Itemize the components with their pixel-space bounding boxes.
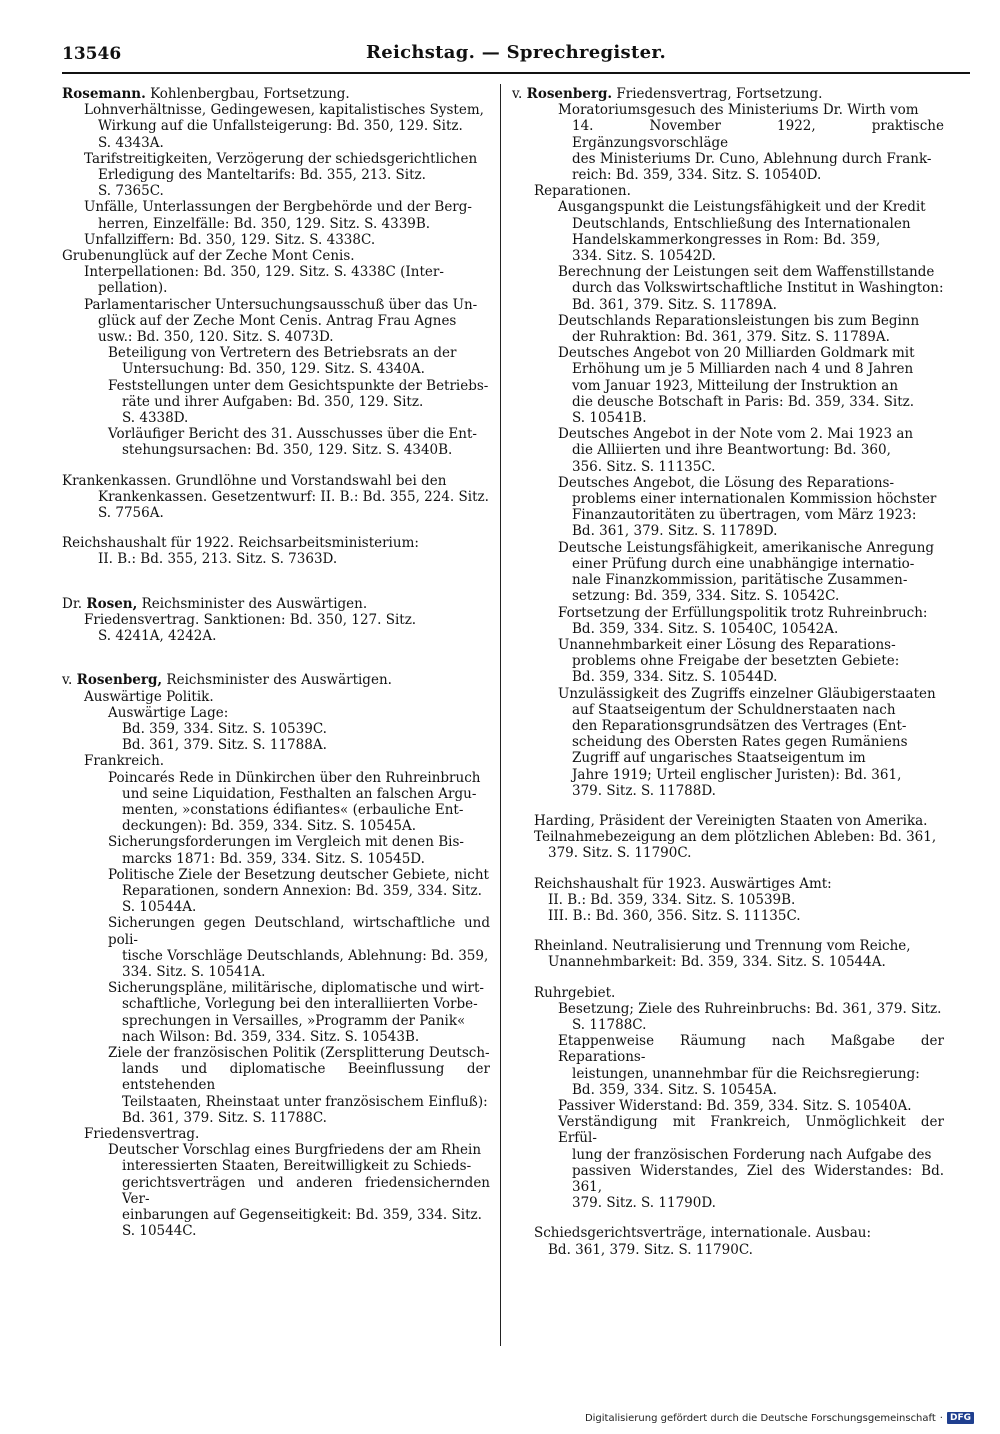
entry-lines: [62, 689, 490, 1240]
text-line: Unfallziffern: Bd. 350, 129. Sitz. S. 4338C.: [84, 231, 376, 248]
text-line: usw.: Bd. 350, 120. Sitz. S. 4073D.: [98, 329, 334, 346]
text-line: 14. November 1922, praktische Ergänzungsvorschläge: [572, 118, 944, 151]
text-line: setzung: Bd. 359, 334. Sitz. S. 10542C.: [572, 588, 840, 605]
text-line: Sicherungen gegen Deutschland, wirtschaftliche und poli-: [108, 915, 490, 948]
text-line: Krankenkassen. Grundlöhne und Vorstandswahl bei den: [62, 472, 447, 489]
entry-heading: [62, 672, 490, 688]
text-line: auf Staatseigentum der Schuldnerstaaten nach: [572, 701, 896, 718]
text-line: Verständigung mit Frankreich, Unmöglichkeit der Erfül-: [558, 1114, 944, 1147]
text-line: S. 7756A.: [98, 505, 164, 522]
text-line: Bd. 361, 379. Sitz. S. 11789D.: [572, 523, 778, 540]
text-line: S. 10544C.: [122, 1223, 197, 1240]
footer: Digitalisierung gefördert durch die Deutsche Forschungsgemeinschaft · DFG: [585, 1412, 974, 1424]
text-line: nale Finanzkommission, paritätische Zusammen-: [572, 572, 908, 589]
text-line: Deutsches Angebot in der Note vom 2. Mai 1923 an: [558, 426, 914, 443]
text-line: Teilstaaten, Rheinstaat unter französischem Einfluß):: [122, 1093, 488, 1110]
text-line: Bd. 361, 379. Sitz. S. 11789A.: [572, 296, 777, 313]
text-line: Bd. 361, 379. Sitz. S. 11788C.: [122, 1109, 327, 1126]
text-line: 334. Sitz. S. 10542D.: [572, 248, 716, 265]
text-line: Wirkung auf die Unfallsteigerung: Bd. 350, 129. Sitz.: [98, 118, 463, 135]
text-line: Bd. 361, 379. Sitz. S. 11790C.: [548, 1241, 753, 1258]
heading-topic: Reichsminister des Auswärtigen.: [137, 595, 368, 612]
text-line: leistungen, unannehmbar für die Reichsregierung:: [572, 1065, 920, 1082]
text-line: vom Januar 1923, Mitteilung der Instruktion an: [572, 377, 899, 394]
text-line: herren, Einzelfälle: Bd. 350, 129. Sitz. S. 4339B.: [98, 215, 431, 232]
text-line: durch das Volkswirtschaftliche Institut in Washington:: [572, 280, 944, 297]
text-line: Beteiligung von Vertretern des Betriebsrats an der: [108, 345, 457, 362]
page-number: 13546: [62, 44, 122, 64]
text-line: Ruhrgebiet.: [534, 984, 616, 1001]
text-line: Friedensvertrag. Sanktionen: Bd. 350, 127. Sitz.: [84, 611, 417, 628]
text-line: Vorläufiger Bericht des 31. Ausschusses über die Ent-: [108, 426, 477, 443]
text-line: Zugriff auf ungarisches Staatseigentum im: [572, 750, 866, 767]
text-line: reich: Bd. 359, 334. Sitz. S. 10540D.: [572, 167, 822, 184]
text-line: Erhöhung um je 5 Milliarden nach 4 und 8 Jahren: [572, 361, 914, 378]
entry-rheinland: [512, 938, 944, 970]
text-line: Sicherungspläne, militärische, diplomatische und wirt-: [108, 980, 484, 997]
text-line: Untersuchung: Bd. 350, 129. Sitz. S. 4340A.: [122, 361, 425, 378]
text-line: Reichshaushalt für 1922. Reichsarbeitsministerium:: [62, 535, 419, 552]
text-line: Bd. 361, 379. Sitz. S. 11788A.: [122, 737, 327, 754]
text-line: III. B.: Bd. 360, 356. Sitz. S. 11135C.: [548, 907, 801, 924]
entry-krankenkassen: [62, 473, 490, 522]
text-line: II. B.: Bd. 355, 213. Sitz. S. 7363D.: [98, 551, 338, 568]
text-line: S. 10544A.: [122, 899, 197, 916]
text-line: Deutscher Vorschlag eines Burgfriedens der am Rhein: [108, 1142, 482, 1159]
text-line: Bd. 359, 334. Sitz. S. 10540C, 10542A.: [572, 620, 839, 637]
entry-rosen: [62, 596, 490, 645]
column-divider: [500, 84, 501, 1346]
text-line: Tarifstreitigkeiten, Verzögerung der schiedsgerichtlichen: [84, 150, 478, 167]
text-line: räte und ihrer Aufgaben: Bd. 350, 129. Sitz.: [122, 393, 424, 410]
text-line: Bd. 359, 334. Sitz. S. 10545A.: [572, 1081, 777, 1098]
text-line: S. 4343A.: [98, 134, 164, 151]
text-line: Frankreich.: [84, 753, 165, 770]
person-name: Rosenberg.: [526, 86, 613, 102]
text-line: den Reparationsgrundsätzen des Vertrages (Ent-: [572, 717, 907, 734]
heading-topic: Reichsminister des Auswärtigen.: [162, 672, 392, 689]
text-line: Bd. 359, 334. Sitz. S. 10544D.: [572, 669, 778, 686]
text-line: Sicherungsforderungen im Vergleich mit denen Bis-: [108, 834, 464, 851]
running-title: Reichstag. — Sprechregister.: [365, 42, 667, 63]
person-name: Rosen,: [86, 595, 138, 612]
entry-harding: [512, 813, 944, 862]
entry-reichshaushalt-1923: [512, 876, 944, 925]
text-line: Auswärtige Politik.: [84, 688, 214, 705]
text-line: gerichtsverträgen und anderen friedensichernden Ver-: [122, 1174, 490, 1207]
text-line: passiven Widerstandes, Ziel des Widerstandes: Bd. 361,: [572, 1162, 944, 1195]
entry-heading: [512, 86, 944, 102]
text-line: Deutsche Leistungsfähigkeit, amerikanische Anregung: [558, 539, 935, 556]
text-line: Auswärtige Lage:: [108, 704, 229, 721]
text-line: stehungsursachen: Bd. 350, 129. Sitz. S. 4340B.: [122, 442, 453, 459]
text-line: Deutsches Angebot von 20 Milliarden Goldmark mit: [558, 345, 915, 362]
text-line: glück auf der Zeche Mont Cenis. Antrag Frau Agnes: [98, 312, 457, 329]
text-line: Friedensvertrag.: [84, 1125, 200, 1142]
text-line: lung der französischen Forderung nach Aufgabe des: [572, 1146, 932, 1163]
text-line: und seine Liquidation, Festhalten an falschen Argu-: [122, 785, 477, 802]
footer-credit: Digitalisierung gefördert durch die Deutsche Forschungsgemeinschaft: [584, 1412, 936, 1424]
text-line: Feststellungen unter dem Gesichtspunkte der Betriebs-: [108, 377, 489, 394]
person-name: Rosenberg,: [76, 672, 163, 689]
text-line: 356. Sitz. S. 11135C.: [572, 458, 716, 475]
entry-lines: [62, 102, 490, 458]
right-column: [512, 86, 944, 1272]
heading-topic: Friedensvertrag, Fortsetzung.: [612, 86, 823, 102]
text-line: deckungen): Bd. 359, 334. Sitz. S. 10545A.: [122, 818, 417, 835]
text-line: Fortsetzung der Erfüllungspolitik trotz Ruhreinbruch:: [558, 604, 928, 621]
left-column: [62, 86, 490, 1253]
entry-rosenberg-continued: [512, 86, 944, 799]
entry-lines: [512, 102, 944, 799]
text-line: sprechungen in Versailles, »Programm der Panik«: [122, 1012, 466, 1029]
text-line: Deutsches Angebot, die Lösung des Reparations-: [558, 474, 895, 491]
text-line: Moratoriumsgesuch des Ministeriums Dr. Wirth vom: [558, 102, 919, 119]
text-line: lands und diplomatische Beeinflussung der entstehenden: [122, 1061, 490, 1094]
text-line: 379. Sitz. S. 11788D.: [572, 782, 716, 799]
title-prefix: Dr.: [62, 595, 87, 612]
page-header: [62, 40, 970, 74]
text-line: S. 11788C.: [572, 1016, 647, 1033]
text-line: Berechnung der Leistungen seit dem Waffenstillstande: [558, 264, 935, 281]
text-line: die deusche Botschaft in Paris: Bd. 359, 334. Sitz.: [572, 393, 915, 410]
text-line: Ausgangspunkt die Leistungsfähigkeit und der Kredit: [558, 199, 926, 216]
text-line: Unzulässigkeit des Zugriffs einzelner Gläubigerstaaten: [558, 685, 936, 702]
text-line: Jahre 1919; Urteil englischer Juristen): Bd. 361,: [572, 766, 902, 783]
text-line: menten, »constations édifiantes« (erbauliche Ent-: [122, 801, 464, 818]
text-line: die Alliierten und ihre Beantwortung: Bd. 360,: [572, 442, 891, 459]
text-line: Etappenweise Räumung nach Maßgabe der Reparations-: [558, 1033, 944, 1066]
text-line: schaftliche, Vorlegung bei den interalliierten Vorbe-: [122, 996, 478, 1013]
entry-heading: [62, 596, 490, 612]
person-name: Rosemann.: [62, 86, 146, 102]
text-line: 379. Sitz. S. 11790C.: [548, 845, 692, 862]
text-line: pellation).: [98, 280, 168, 297]
text-line: Interpellationen: Bd. 350, 129. Sitz. S. 4338C (Inter-: [84, 264, 444, 281]
text-line: Ziele der französischen Politik (Zersplitterung Deutsch-: [108, 1044, 490, 1061]
text-line: Harding, Präsident der Vereinigten Staaten von Amerika.: [534, 812, 928, 829]
text-line: S. 4338D.: [122, 410, 189, 427]
text-line: S. 10541B.: [572, 410, 647, 427]
text-line: einer Prüfung durch eine unabhängige internatio-: [572, 555, 915, 572]
text-line: Grubenunglück auf der Zeche Mont Cenis.: [62, 248, 355, 265]
text-line: tische Vorschläge Deutschlands, Ablehnung: Bd. 359,: [122, 947, 489, 964]
text-line: Deutschlands Reparationsleistungen bis zum Beginn: [558, 312, 920, 329]
entry-heading: [62, 86, 490, 102]
text-line: interessierten Staaten, Bereitwilligkeit zu Schieds-: [122, 1158, 472, 1175]
text-line: problems einer internationalen Kommission höchster: [572, 491, 937, 508]
text-line: problems ohne Freigabe der besetzten Gebiete:: [572, 653, 900, 670]
text-line: Handelskammerkongresses in Rom: Bd. 359,: [572, 231, 881, 248]
title-prefix: v.: [512, 86, 527, 102]
heading-topic: Kohlenbergbau, Fortsetzung.: [145, 86, 350, 102]
title-prefix: v.: [62, 672, 77, 689]
text-line: Lohnverhältnisse, Gedingewesen, kapitalistisches System,: [84, 102, 484, 119]
text-line: Unannehmbarkeit: Bd. 359, 334. Sitz. S. 10544A.: [548, 954, 886, 971]
entry-ruhrgebiet: [512, 985, 944, 1212]
dfg-logo-icon: DFG: [947, 1412, 974, 1424]
entry-rosemann: [62, 86, 490, 459]
text-line: des Ministeriums Dr. Cuno, Ablehnung durch Frank-: [572, 150, 932, 167]
text-line: marcks 1871: Bd. 359, 334. Sitz. S. 10545D.: [122, 850, 425, 867]
entry-rosenberg: [62, 672, 490, 1239]
text-line: einbarungen auf Gegenseitigkeit: Bd. 359, 334. Sitz.: [122, 1207, 482, 1223]
text-line: 379. Sitz. S. 11790D.: [572, 1195, 716, 1212]
text-line: II. B.: Bd. 359, 334. Sitz. S. 10539B.: [548, 891, 796, 908]
text-line: Teilnahmebezeigung an dem plötzlichen Ableben: Bd. 361,: [534, 829, 937, 846]
text-line: Parlamentarischer Untersuchungsausschuß über das Un-: [84, 296, 478, 313]
text-line: Unannehmbarkeit einer Lösung des Reparations-: [558, 636, 896, 653]
text-line: Erledigung des Manteltarifs: Bd. 355, 213. Sitz.: [98, 167, 426, 184]
text-line: Deutschlands, Entschließung des Internationalen: [572, 215, 911, 232]
text-line: Bd. 359, 334. Sitz. S. 10539C.: [122, 720, 327, 737]
entry-lines: [62, 612, 490, 644]
text-line: Rheinland. Neutralisierung und Trennung vom Reiche,: [534, 938, 911, 955]
text-line: der Ruhraktion: Bd. 361, 379. Sitz. S. 11789A.: [572, 329, 890, 346]
text-line: Besetzung; Ziele des Ruhreinbruchs: Bd. 361, 379. Sitz.: [558, 1000, 942, 1017]
text-line: Reparationen.: [534, 183, 631, 200]
entry-reichshaushalt-1922: [62, 535, 490, 567]
text-line: S. 7365C.: [98, 183, 164, 200]
text-line: Schiedsgerichtsverträge, internationale. Ausbau:: [534, 1225, 872, 1242]
text-line: scheidung des Obersten Rates gegen Rumäniens: [572, 734, 908, 751]
text-line: 334. Sitz. S. 10541A.: [122, 963, 266, 980]
text-line: Reichshaushalt für 1923. Auswärtiges Amt:: [534, 875, 832, 892]
text-line: Krankenkassen. Gesetzentwurf: II. B.: Bd. 355, 224. Sitz.: [98, 488, 489, 505]
text-line: Unfälle, Unterlassungen der Bergbehörde und der Berg-: [84, 199, 472, 216]
text-line: Reparationen, sondern Annexion: Bd. 359, 334. Sitz.: [122, 882, 482, 899]
text-line: Poincarés Rede in Dünkirchen über den Ruhreinbruch: [108, 769, 481, 786]
text-line: Finanzautoritäten zu übertragen, vom März 1923:: [572, 507, 917, 524]
text-line: nach Wilson: Bd. 359, 334. Sitz. S. 10543B.: [122, 1028, 420, 1045]
text-line: Politische Ziele der Besetzung deutscher Gebiete, nicht: [108, 866, 489, 883]
text-line: S. 4241A, 4242A.: [98, 628, 217, 645]
entry-schiedsgerichtsvertraege: [512, 1225, 944, 1257]
text-line: Passiver Widerstand: Bd. 359, 334. Sitz. S. 10540A.: [558, 1097, 912, 1114]
